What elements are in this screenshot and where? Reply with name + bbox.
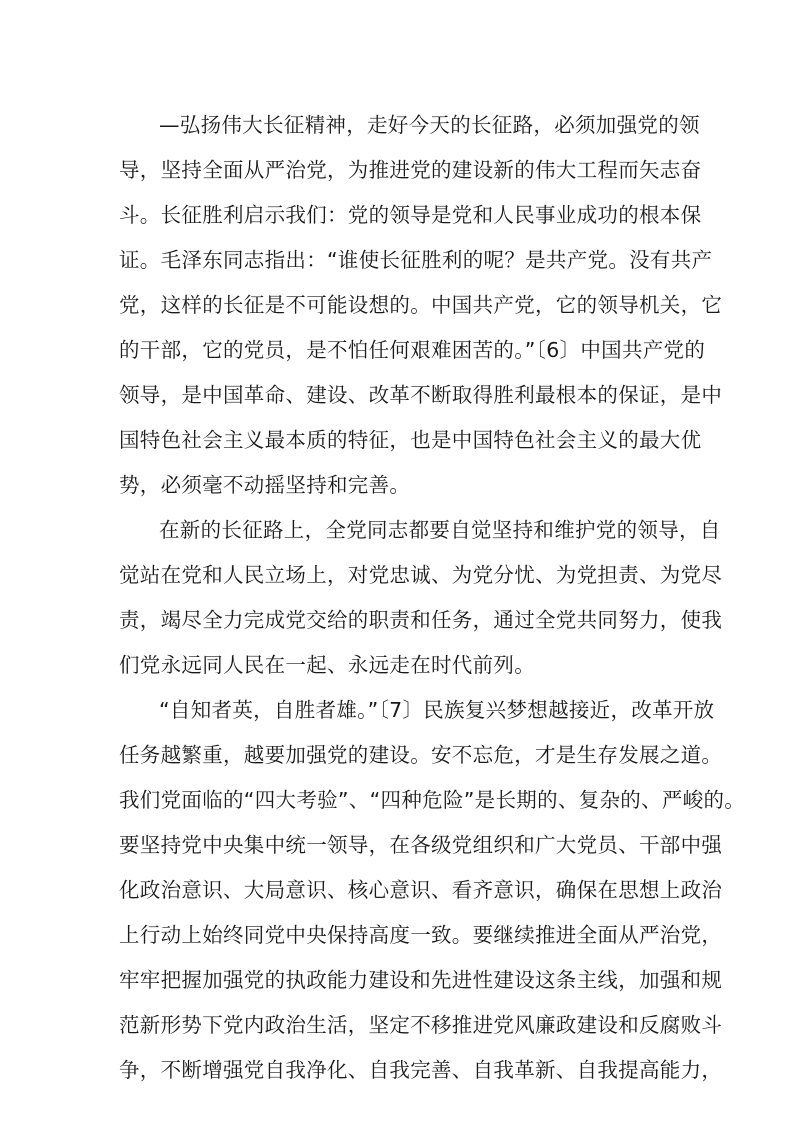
text-line: 的干部，它的党员，是不怕任何艰难困苦的。”〔6〕中国共产党的: [119, 338, 706, 362]
text-line: 上行动上始终同党中央保持高度一致。要继续推进全面从严治党，: [119, 923, 723, 947]
text-line: 们党永远同人民在一起、永远走在时代前列。: [119, 653, 535, 677]
text-line: 在新的长征路上，全党同志都要自觉坚持和维护党的领导，自: [159, 518, 721, 542]
text-line: 任务越繁重，越要加强党的建设。安不忘危，才是生存发展之道。: [119, 743, 723, 767]
text-line: 责，竭尽全力完成党交给的职责和任务，通过全党共同努力，使我: [119, 608, 723, 632]
text-line: 觉站在党和人民立场上，对党忠诚、为党分忧、为党担责、为党尽: [119, 563, 723, 587]
text-line: 势，必须毫不动摇坚持和完善。: [119, 473, 411, 497]
text-line: 化政治意识、大局意识、核心意识、看齐意识，确保在思想上政治: [119, 878, 723, 902]
text-line: 斗。长征胜利启示我们：党的领导是党和人民事业成功的根本保: [119, 203, 702, 227]
text-line: —弘扬伟大长征精神，走好今天的长征路，必须加强党的领: [159, 113, 700, 137]
text-line: 国特色社会主义最本质的特征，也是中国特色社会主义的最大优: [119, 428, 702, 452]
text-line: 范新形势下党内政治生活，坚定不移推进党风廉政建设和反腐败斗: [119, 1013, 723, 1037]
text-line: 牢牢把握加强党的执政能力建设和先进性建设这条主线，加强和规: [119, 968, 723, 992]
text-line: 导，坚持全面从严治党，为推进党的建设新的伟大工程而矢志奋: [119, 158, 702, 182]
text-line: 争，不断增强党自我净化、自我完善、自我革新、自我提高能力，: [119, 1058, 723, 1082]
text-line: 党，这样的长征是不可能设想的。中国共产党，它的领导机关，它: [119, 293, 723, 317]
text-line: 证。毛泽东同志指出：“谁使长征胜利的呢？是共产党。没有共产: [119, 248, 713, 272]
text-line: “自知者英，自胜者雄。”〔7〕民族复兴梦想越接近，改革开放: [159, 698, 715, 722]
text-line: 我们党面临的“四大考验”、“四种危险”是长期的、复杂的、严峻的。: [119, 788, 746, 812]
text-line: 要坚持党中央集中统一领导，在各级党组织和广大党员、干部中强: [119, 833, 723, 857]
text-line: 领导，是中国革命、建设、改革不断取得胜利最根本的保证，是中: [119, 383, 723, 407]
